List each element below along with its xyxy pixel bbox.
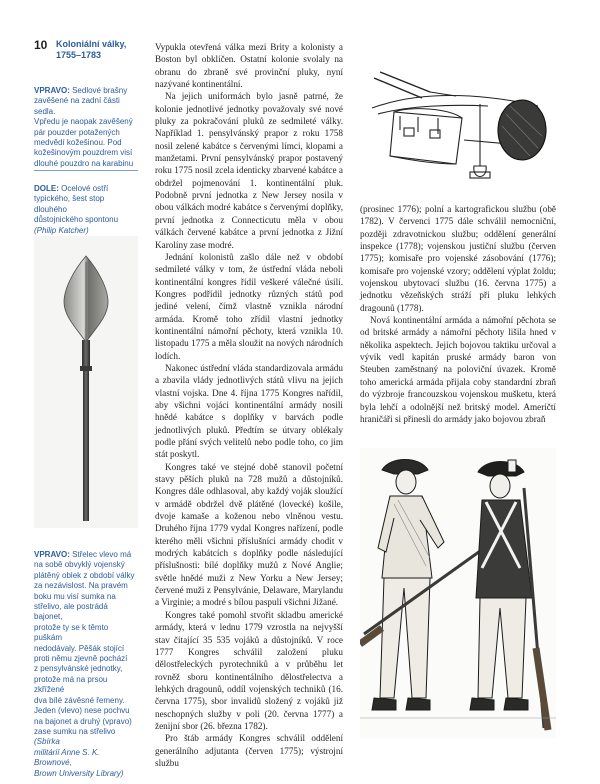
photo-credit: (Sbírka (34, 737, 60, 747)
caption-lead: VPRAVO: (34, 550, 70, 559)
paragraph: Pro štáb armády Kongres schválil oddělení generálního adjutanta (červen 1775); výstrojní službu (155, 733, 343, 768)
photo-credit: (Philip Katcher) (34, 225, 89, 235)
caption-soldiers: VPRAVO: Střelec vlevo má na sobě obvyklý vojenský plátěný oblek z období války za nezávislost. Na pravém boku mu visí sumka na střelivo, ale postrádá bajonet, protože ty se k těmto puškám nedodávaly. Pěšák stojící proti němu zjevně pochází z pensylvánské jednotky, protože má na prsou zkřížené dva bílé závěsné řemeny. Jeden (vlevo) nese pochvu na bajonet a druhý (vpravo) zase sumku na střelivo (Sbírka militárií Anne S. K. Brownové, Brown University Library) (34, 550, 135, 778)
body-column-2 (360, 203, 556, 425)
page-header (34, 38, 144, 61)
caption-lead: VPRAVO: (34, 86, 70, 95)
paragraph: (prosinec 1776); polní a kartografickou službu (obě 1782). V červenci 1775 dále schválil nemocniční, později zdravotnickou službu; oddělení generální inspekce (1778); vojenskou justiční službu (červen 1775); komisaře pro vojenské zásobování (1776); komisaře pro vojenské vzory; oddělení výplat žoldu; vojenskou ubytovací službu (16. června 1775) a jednotku vězeňských stráží při pluku lehkých dragounů (1778). (360, 204, 556, 313)
running-title-line-2: 1755–1783 (56, 50, 102, 60)
soldiers-engraving (360, 448, 556, 738)
paragraph: Kongres také ve stejné době stanovil početní stavy pěších pluků na 728 mužů a důstojníků. Kongres dále odhlasoval, aby každý voják sloužící v armádě obdržel dvě plátěné (lovecké) košile, dvoje kamaše a koženou nebo vlněnou vestu. Druhého října 1779 vydal Kongres nařízení, podle kterého měli všichni příslušníci armády chodit v modrých kabátcích s doplňky podle následující příslušnosti: bílé doplňky mužů z Nové Anglie; světle hnědé muži z New Yorku a New Jersey; červené muži z Pensylvánie, Delaware, Marylandu a Virginie; a modré s bílou paspulí všichni Jižané. (155, 461, 343, 608)
soldiers-drawing (360, 448, 556, 738)
paragraph: Nakonec ústřední vláda standardizovala armádu a zbavila vlády jednotlivých států vlivu na jejich vlastní vojska. Dne 4. října 1775 Kongres nařídil, aby všichni vojáci kontinentální armády nosili hnědé kabátce s doplňky v barvách podle jednotlivých pluků. Předtím se útvary oblékaly podle přání svých velitelů nebo podle toho, co jim stát poskytl. (155, 362, 343, 460)
paragraph: Jednání kolonistů zašlo dále než v období sedmileté války v tom, že ústřední vláda neboli kontinentální kongres řídil veškeré válečné úsilí. Kongres podřídil jednotky různých států pod jediné velení, čímž vlastně vznikla národní armáda. Kromě toho zřídil vlastní jednotky kontinentální námořní pěchoty, která vznikla 10. listopadu 1775 a měla sloužit na nových národních lodích. (155, 251, 343, 361)
caption-spontoon: DOLE: Ocelové ostří typického, šest stop dlouhého důstojnického spontonu (Philip Katcher) (34, 184, 119, 235)
running-title (56, 39, 126, 61)
caption-divider (34, 170, 138, 171)
caption-lead: DOLE: (34, 184, 59, 193)
spontoon-illustration (34, 236, 138, 528)
body-column-1 (155, 41, 343, 769)
page-number: 10 (34, 38, 48, 52)
spontoon-photo (34, 236, 138, 528)
running-title-line-1: Koloniální války, (56, 39, 127, 49)
saddle-bags-illustration (360, 44, 556, 196)
caption-saddle: VPRAVO: Sedlové brašny zavěšené na zadní části sedla. Vpředu je naopak zavěšený pár pouzder potažených medvědí kožešinou. Pod kožešinovým pouzdrem visí dlouhé pouzdro na karabinu (34, 86, 134, 168)
paragraph: Nová kontinentální armáda a námořní pěchota se od britské armády a námořní pěchoty lišila hned v několika aspektech. Jejich bojovou taktiku určoval a vývik vedl kapitán pruské armády baron von Steuben zaměstnaný na poloviční úvazek. Kromě toho americká armáda přijala coby standardní zbraň do výzbroje francouzskou vojenskou mušketu, která byla lehčí a odolnější než britský model. Američtí hraničáři si přinesli do armády jako bojovou zbraň (360, 315, 556, 424)
paragraph: Na jejich uniformách bylo jasně patrné, že kolonie jednotlivé jednotky považovaly své nové pluky za pokračování pluků ze sedmileté války. Například 1. pensylvánský prapor z roku 1758 nosil zelené kabátce s červenými límci, klopami a manžetami. První pensylvánský prapor postavený roku 1775 nosil zcela identicky zbarvené kabátce a obdržel pojmenování 1. kontinentální pluk. Podobně první jednotka z New Jersey nosila v obou válkách modré kabátce s červenými doplňky, první jednotka z Connecticutu měla v obou válkách červené kabátce a první jednotka z Jižní Karolíny zase modré. (155, 91, 343, 250)
saddle-drawing (360, 44, 556, 196)
paragraph: Kongres také pomohl stvořit skladbu americké armády, která v lednu 1779 vzrostla na nejvyšší stav čítající 35 535 vojáků a důstojníků. V roce 1777 Kongres schválil založení pluku dělostřeleckých pyrotechniků a v průběhu let rovněž sboru kontinentálního dělostřelectva a lehkých dragounů, oddíl vojenských techniků (16. června 1775), sbor invalidů složený z vojáků již neschopných služby v poli (20. června 1777) a ženijní sbor (26. března 1782). (155, 609, 343, 731)
paragraph: Vypukla otevřená válka mezi Brity a kolonisty a Boston byl obklíčen. Ostatní kolonie svolaly na obranu do zbraně své provinční pluky, nyní nazývané kontinentální. (155, 42, 343, 90)
